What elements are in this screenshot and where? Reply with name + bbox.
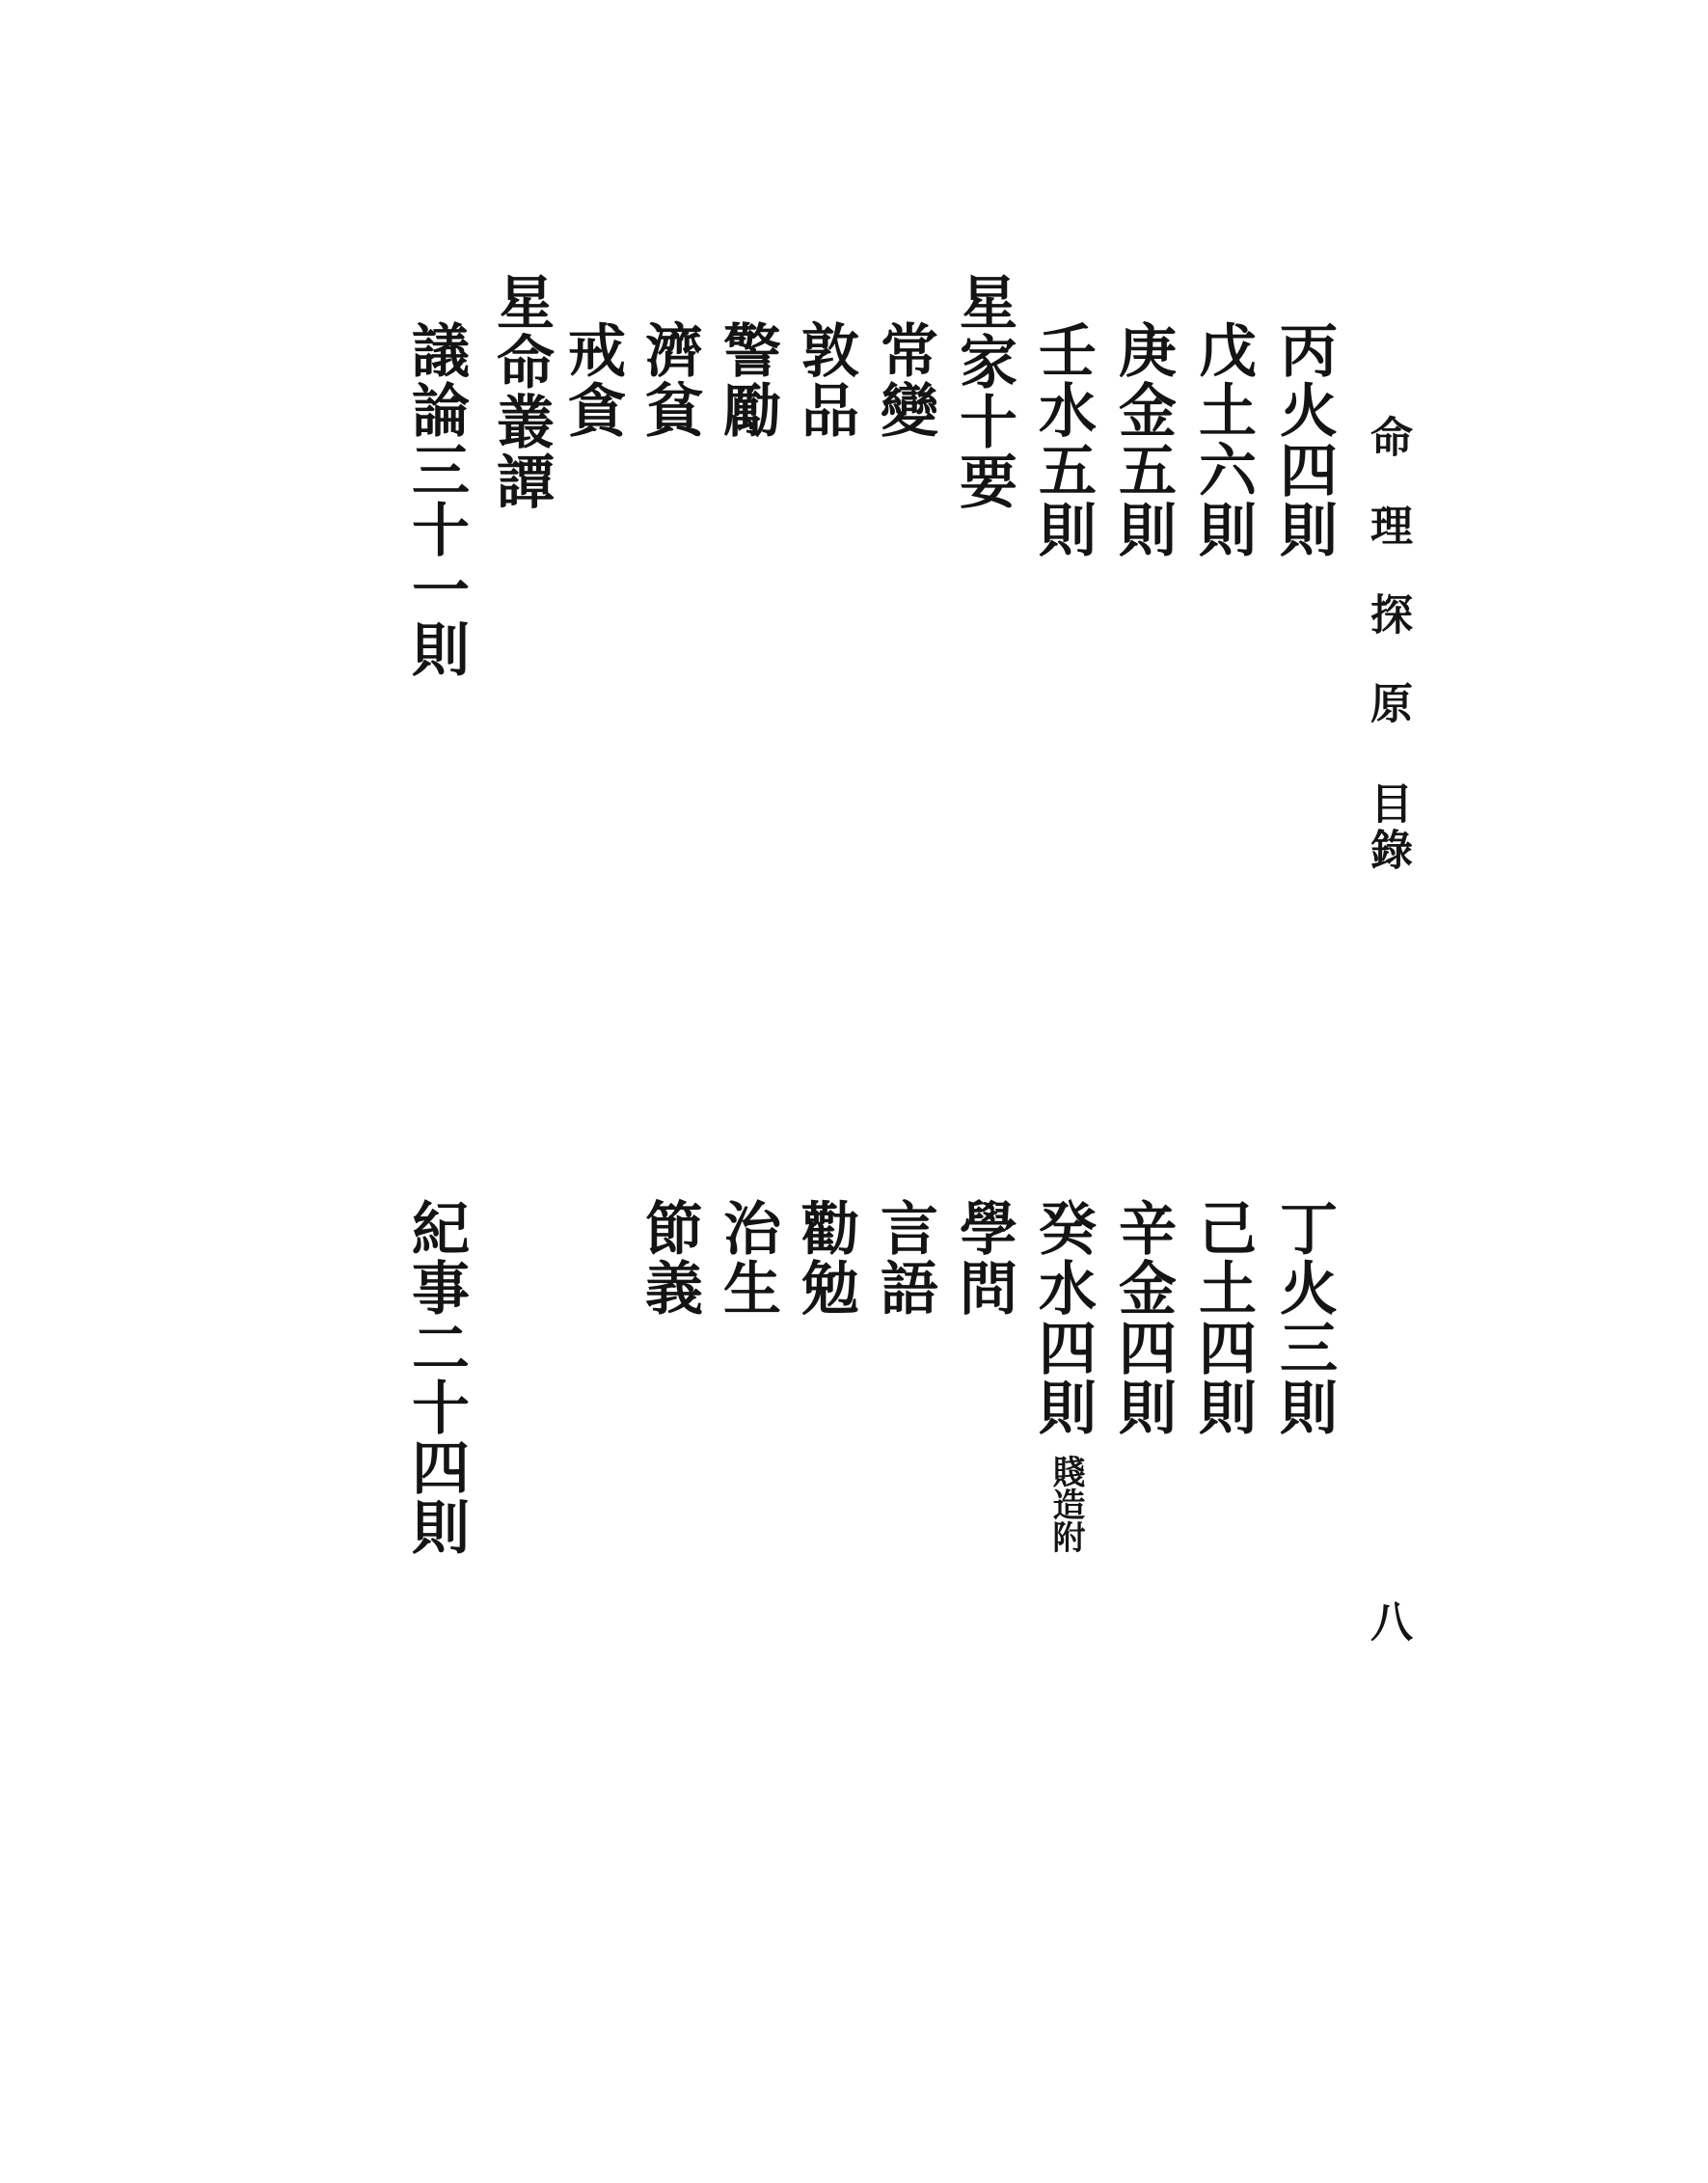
toc-entry-records: 紀事二十四則	[402, 1198, 470, 1557]
toc-entry-avoid-greed: 戒貪	[558, 320, 626, 440]
toc-entry-admonition: 警勵	[714, 320, 781, 440]
toc-entry-ji-earth: 己土四則	[1189, 1198, 1257, 1437]
toc-entry-ren-water: 壬水五則	[1029, 320, 1097, 559]
toc-entry-xin-metal: 辛金四則	[1109, 1198, 1177, 1437]
toc-entry-bing-fire: 丙火四則	[1270, 320, 1338, 559]
toc-entry-discussions: 議論三十一則	[402, 320, 470, 679]
running-header	[1360, 415, 1427, 1650]
toc-entry-speech: 言語	[871, 1198, 938, 1318]
toc-entry-gui-water: 癸水四則	[1029, 1198, 1097, 1437]
toc-annotation: 賤造附	[1046, 1455, 1085, 1553]
toc-entry-character: 敦品	[792, 320, 859, 440]
toc-entry-ding-fire: 丁火三則	[1270, 1198, 1338, 1437]
toc-entry-exhortation: 勸勉	[792, 1198, 859, 1318]
toc-entry-constancy-change: 常變	[871, 320, 938, 440]
page-number: 八	[1363, 1599, 1412, 1642]
toc-entry-astrology-talks: 星命叢譚	[487, 272, 555, 511]
toc-entry-geng-metal: 庚金五則	[1109, 320, 1177, 559]
toc-entry-livelihood: 治生	[714, 1198, 781, 1318]
toc-entry-integrity: 節義	[636, 1198, 703, 1318]
toc-entry-ten-essentials: 星家十要	[950, 272, 1017, 511]
toc-entry-relieve-poverty: 濟貧	[636, 320, 703, 440]
toc-entry-learning: 學問	[950, 1198, 1017, 1318]
book-title: 命理探原	[1363, 415, 1412, 770]
section-title: 目錄	[1363, 781, 1412, 874]
toc-entry-wu-earth: 戊土六則	[1189, 320, 1257, 559]
